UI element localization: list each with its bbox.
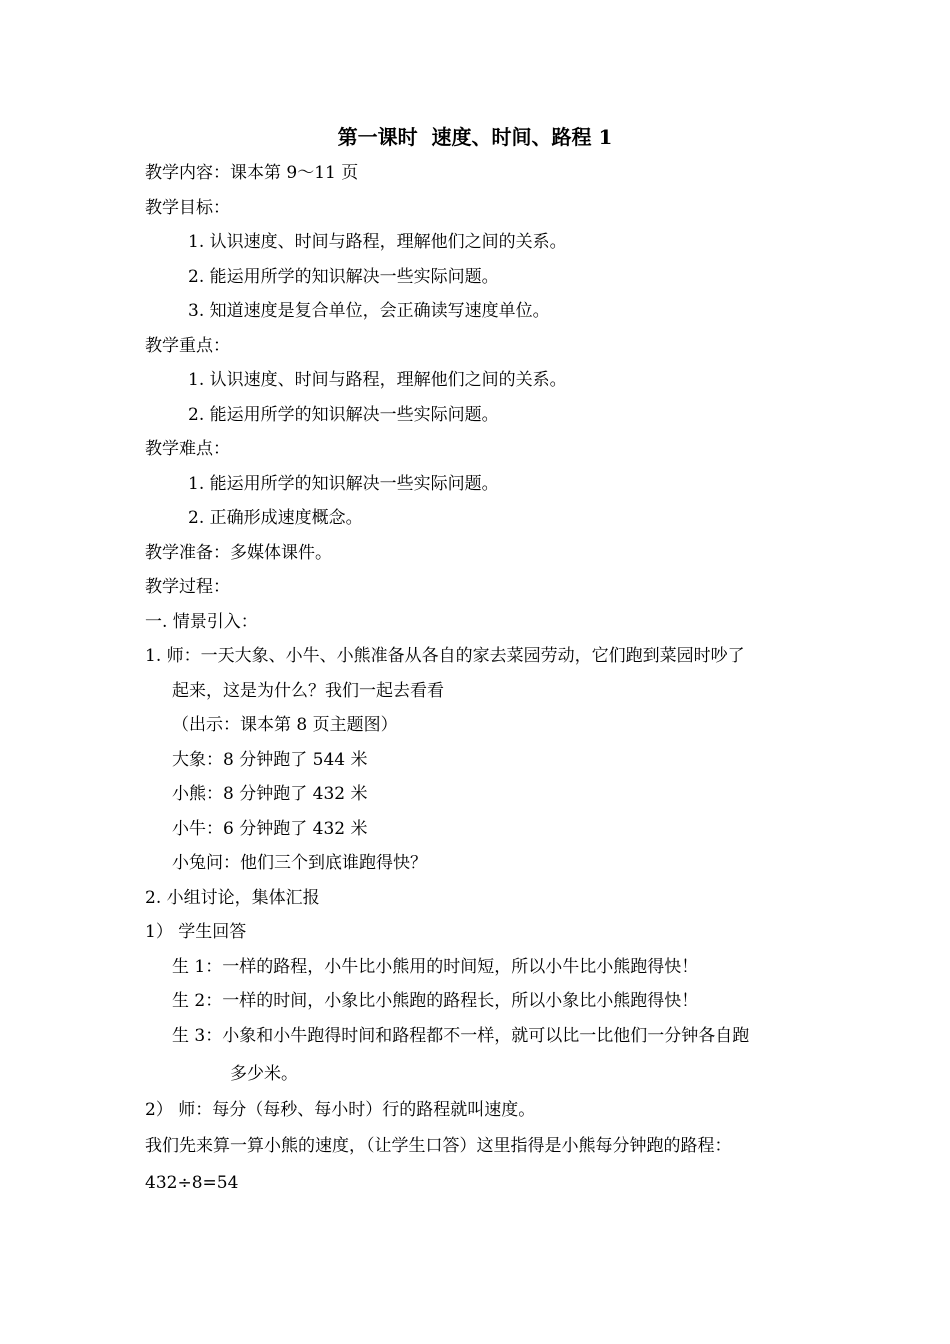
text-line-group-discussion: 2. 小组讨论，集体汇报 [145, 888, 320, 908]
document-title: 第一课时 速度、时间、路程 1 [337, 125, 613, 149]
text-line-objective-1: 1. 认识速度、时间与路程，理解他们之间的关系。 [188, 232, 567, 252]
text-line-objective-2: 2. 能运用所学的知识解决一些实际问题。 [188, 267, 499, 287]
text-line-student-1: 生 1：一样的路程，小牛比小熊用的时间短，所以小牛比小熊跑得快！ [172, 957, 699, 977]
text-line-student-3-cont: 多少米。 [230, 1064, 298, 1084]
text-line-content: 教学内容：课本第 9～11 页 [145, 163, 359, 183]
text-line-show-figure: （出示：课本第 8 页主题图） [172, 715, 398, 735]
text-line-process-heading: 教学过程： [145, 577, 230, 597]
text-line-speed-definition: 2） 师：每分（每秒、每小时）行的路程就叫速度。 [145, 1100, 536, 1120]
text-line-bear: 小熊：8 分钟跑了 432 米 [172, 784, 368, 804]
text-line-objective-3: 3. 知道速度是复合单位，会正确读写速度单位。 [188, 301, 550, 321]
text-line-student-answers: 1） 学生回答 [145, 922, 247, 942]
text-line-keypoint-2: 2. 能运用所学的知识解决一些实际问题。 [188, 405, 499, 425]
text-line-keypoint-1: 1. 认识速度、时间与路程，理解他们之间的关系。 [188, 370, 567, 390]
text-line-calculation: 432÷8=54 [145, 1173, 239, 1193]
text-line-keypoints-heading: 教学重点： [145, 336, 230, 356]
text-line-teacher-intro: 1. 师：一天大象、小牛、小熊准备从各自的家去菜园劳动，它们跑到菜园时吵了 [145, 646, 745, 666]
text-line-difficulties-heading: 教学难点： [145, 439, 230, 459]
text-line-elephant: 大象：8 分钟跑了 544 米 [172, 750, 368, 770]
text-line-bear-speed: 我们先来算一算小熊的速度，（让学生口答）这里指得是小熊每分钟跑的路程： [145, 1136, 732, 1156]
text-line-section-1: 一. 情景引入： [145, 612, 258, 632]
text-line-rabbit-question: 小兔问：他们三个到底谁跑得快？ [172, 853, 427, 873]
text-line-student-2: 生 2：一样的时间，小象比小熊跑的路程长，所以小象比小熊跑得快！ [172, 991, 699, 1011]
text-line-difficulty-1: 1. 能运用所学的知识解决一些实际问题。 [188, 474, 499, 494]
text-line-objectives-heading: 教学目标： [145, 198, 230, 218]
text-line-preparation: 教学准备：多媒体课件。 [145, 543, 332, 563]
text-line-cow: 小牛：6 分钟跑了 432 米 [172, 819, 368, 839]
text-line-student-3: 生 3：小象和小牛跑得时间和路程都不一样，就可以比一比他们一分钟各自跑 [172, 1026, 750, 1046]
text-line-difficulty-2: 2. 正确形成速度概念。 [188, 508, 363, 528]
text-line-teacher-intro-cont: 起来，这是为什么？我们一起去看看 [172, 681, 444, 701]
